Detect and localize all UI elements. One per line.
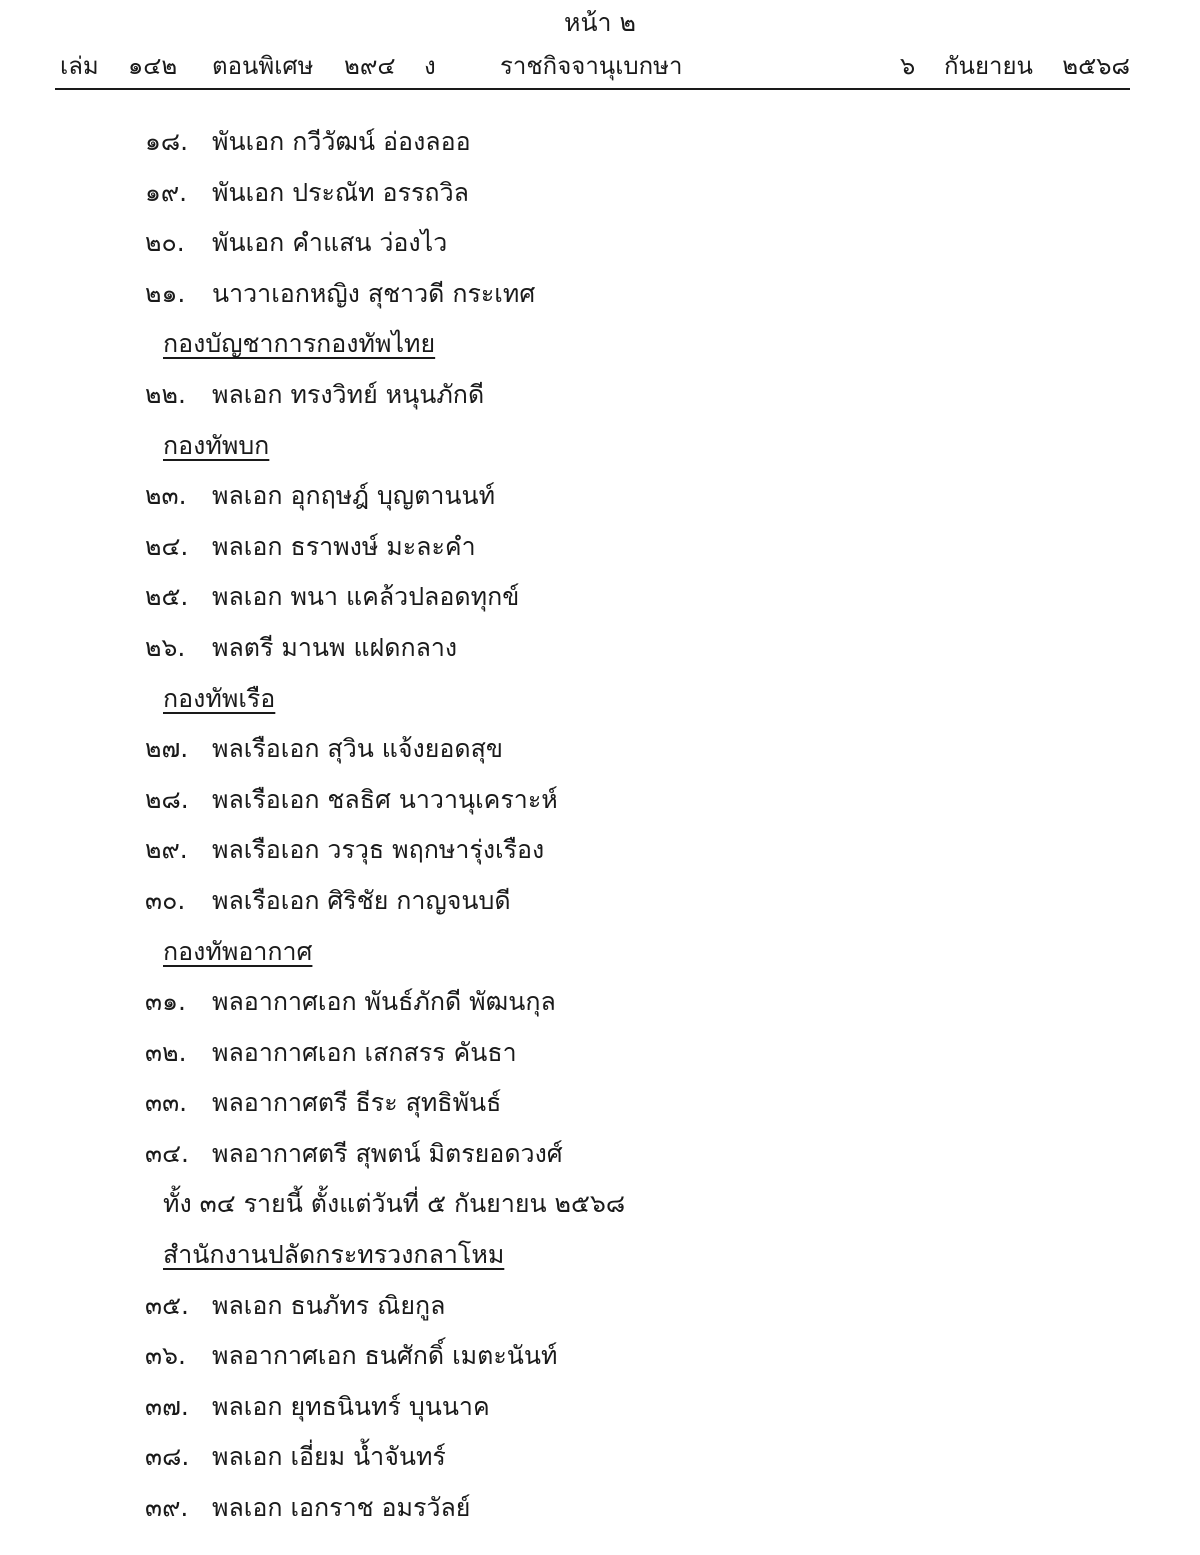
item-number: ๓๙. bbox=[145, 1493, 189, 1523]
volume-number: ๑๔๒ bbox=[128, 52, 178, 80]
person-name: พลเอก พนา แคล้วปลอดทุกข์ bbox=[212, 582, 520, 612]
date-month: กันยายน bbox=[944, 52, 1033, 80]
note-text: ทั้ง ๓๔ รายนี้ ตั้งแต่วันที่ ๕ กันยายน ๒๕๖๘ bbox=[163, 1189, 626, 1219]
person-name: พลเอก เอกราช อมรวัลย์ bbox=[212, 1493, 471, 1523]
list-item bbox=[0, 525, 1200, 576]
list-item bbox=[0, 120, 1200, 171]
appointment-list bbox=[0, 120, 1200, 1537]
section-heading-text: กองทัพอากาศ bbox=[163, 936, 313, 966]
item-number: ๓๓. bbox=[145, 1088, 188, 1118]
item-number: ๒๒. bbox=[145, 379, 186, 409]
item-number: ๓๕. bbox=[145, 1290, 189, 1320]
list-item bbox=[0, 828, 1200, 879]
item-number: ๒๙. bbox=[145, 835, 188, 865]
gazette-title: ราชกิจจานุเบกษา bbox=[500, 52, 683, 80]
person-name: พันเอก กวีวัฒน์ อ่องลออ bbox=[212, 127, 471, 156]
person-name: พันเอก ประณัท อรรถวิล bbox=[212, 177, 469, 207]
item-number: ๒๔. bbox=[145, 531, 189, 561]
section-heading-text: สำนักงานปลัดกระทรวงกลาโหม bbox=[163, 1240, 505, 1270]
item-number: ๒๐. bbox=[145, 228, 185, 258]
list-item bbox=[0, 575, 1200, 626]
person-name: พลเอก เอี่ยม น้ำจันทร์ bbox=[212, 1442, 446, 1472]
list-item bbox=[0, 1385, 1200, 1436]
issue-label: ตอนพิเศษ bbox=[212, 52, 314, 80]
item-number: ๒๖. bbox=[145, 632, 186, 662]
section-heading bbox=[0, 322, 1200, 373]
list-item bbox=[0, 1081, 1200, 1132]
issue-number: ๒๙๔ bbox=[344, 52, 396, 80]
effective-date-note bbox=[0, 1182, 1200, 1233]
person-name: พลเอก ทรงวิทย์ หนุนภักดี bbox=[212, 379, 485, 409]
person-name: พลอากาศตรี ธีระ สุทธิพันธ์ bbox=[212, 1088, 502, 1118]
person-name: พลเรือเอก ศิริชัย กาญจนบดี bbox=[212, 885, 511, 915]
item-number: ๓๔. bbox=[145, 1138, 189, 1168]
page-number: หน้า ๒ bbox=[563, 8, 637, 37]
item-number: ๒๓. bbox=[145, 481, 187, 511]
list-item bbox=[0, 980, 1200, 1031]
item-number: ๓๒. bbox=[145, 1037, 187, 1067]
section-heading bbox=[0, 1233, 1200, 1284]
item-number: ๓๗. bbox=[145, 1391, 189, 1421]
list-item bbox=[0, 1334, 1200, 1385]
item-number: ๑๘. bbox=[145, 127, 189, 156]
person-name: พันเอก คำแสน ว่องไว bbox=[212, 228, 448, 258]
gazette-header bbox=[60, 48, 1130, 84]
issue-suffix: ง bbox=[424, 52, 436, 80]
section-heading bbox=[0, 930, 1200, 981]
list-item bbox=[0, 1486, 1200, 1537]
item-number: ๓๘. bbox=[145, 1442, 190, 1472]
list-item bbox=[0, 474, 1200, 525]
person-name: พลอากาศเอก พันธ์ภักดี พัฒนกุล bbox=[212, 987, 556, 1017]
person-name: พลเอก ยุทธนินทร์ บุนนาค bbox=[212, 1391, 490, 1421]
item-number: ๒๘. bbox=[145, 784, 189, 814]
person-name: พลเรือเอก สุวิน แจ้งยอดสุข bbox=[212, 734, 503, 764]
list-item bbox=[0, 778, 1200, 829]
person-name: พลอากาศเอก ธนศักดิ์ เมตะนันท์ bbox=[212, 1341, 558, 1371]
item-number: ๓๖. bbox=[145, 1341, 186, 1371]
person-name: พลอากาศเอก เสกสรร คันธา bbox=[212, 1037, 517, 1067]
item-number: ๒๕. bbox=[145, 582, 189, 612]
header-divider bbox=[55, 88, 1130, 90]
section-heading-text: กองทัพบก bbox=[163, 430, 270, 460]
person-name: พลเอก ธราพงษ์ มะละคำ bbox=[212, 531, 476, 561]
date-year: ๒๕๖๘ bbox=[1062, 52, 1130, 80]
list-item bbox=[0, 727, 1200, 778]
item-number: ๑๙. bbox=[145, 177, 188, 207]
item-number: ๓๑. bbox=[145, 987, 186, 1017]
item-number: ๒๑. bbox=[145, 278, 186, 308]
person-name: พลเรือเอก ชลธิศ นาวานุเคราะห์ bbox=[212, 784, 558, 814]
person-name: พลเอก อุกฤษฎ์ บุญตานนท์ bbox=[212, 481, 496, 511]
list-item bbox=[0, 1435, 1200, 1486]
list-item bbox=[0, 373, 1200, 424]
volume-label: เล่ม bbox=[60, 52, 99, 80]
list-item bbox=[0, 171, 1200, 222]
person-name: พลเรือเอก วรวุธ พฤกษารุ่งเรือง bbox=[212, 835, 545, 865]
person-name: พลเอก ธนภัทร ณิยกูล bbox=[212, 1290, 446, 1320]
date-day: ๖ bbox=[900, 52, 916, 80]
list-item bbox=[0, 1031, 1200, 1082]
list-item bbox=[0, 1284, 1200, 1335]
list-item bbox=[0, 626, 1200, 677]
list-item bbox=[0, 221, 1200, 272]
section-heading bbox=[0, 424, 1200, 475]
section-heading bbox=[0, 677, 1200, 728]
person-name: พลอากาศตรี สุพตน์ มิตรยอดวงศ์ bbox=[212, 1138, 563, 1168]
item-number: ๓๐. bbox=[145, 885, 186, 915]
list-item bbox=[0, 1132, 1200, 1183]
person-name: นาวาเอกหญิง สุชาวดี กระเทศ bbox=[212, 278, 536, 308]
item-number: ๒๗. bbox=[145, 734, 189, 764]
person-name: พลตรี มานพ แฝดกลาง bbox=[212, 632, 458, 662]
section-heading-text: กองบัญชาการกองทัพไทย bbox=[163, 329, 436, 359]
list-item bbox=[0, 879, 1200, 930]
section-heading-text: กองทัพเรือ bbox=[163, 683, 276, 713]
list-item bbox=[0, 272, 1200, 323]
